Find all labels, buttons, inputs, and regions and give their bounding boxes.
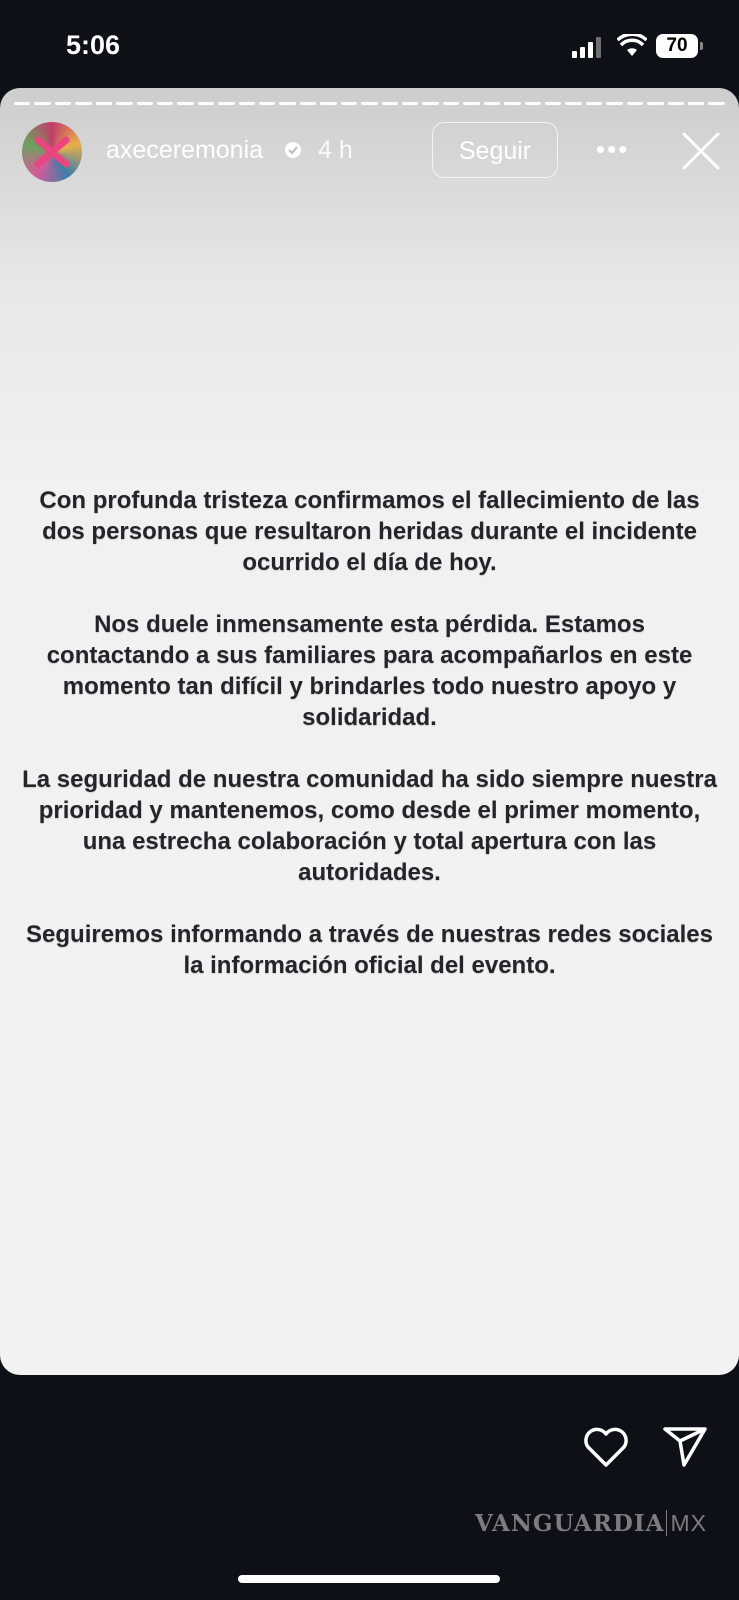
heart-icon[interactable] <box>583 1426 629 1468</box>
wifi-icon <box>617 34 647 58</box>
verified-badge-icon <box>284 141 302 159</box>
progress-segment <box>320 102 336 105</box>
progress-segment <box>198 102 214 105</box>
progress-segment <box>565 102 581 105</box>
progress-segment <box>218 102 234 105</box>
story-progress-bar <box>14 102 725 105</box>
progress-segment <box>34 102 50 105</box>
follow-button[interactable]: Seguir <box>432 122 558 178</box>
progress-segment <box>75 102 91 105</box>
progress-segment <box>116 102 132 105</box>
status-bar <box>0 0 739 88</box>
clock: 5:06 <box>66 30 121 60</box>
progress-segment <box>300 102 316 105</box>
avatar[interactable] <box>22 122 82 182</box>
story-header <box>22 122 739 182</box>
progress-segment <box>422 102 438 105</box>
progress-segment <box>55 102 71 105</box>
close-icon[interactable] <box>682 132 720 170</box>
battery-indicator: 70 <box>656 34 698 58</box>
progress-segment <box>239 102 255 105</box>
progress-segment <box>341 102 357 105</box>
progress-segment <box>586 102 602 105</box>
progress-segment <box>606 102 622 105</box>
username-link[interactable]: axeceremonia <box>106 136 264 164</box>
story-message <box>20 485 719 1012</box>
home-indicator[interactable] <box>238 1575 500 1583</box>
paragraph: La seguridad de nuestra comunidad ha sido siempre nuestra prioridad y mantenemos, como desde el primer momento, una estrecha colaboración y total apertura con las autoridades. <box>22 766 717 886</box>
watermark: VANGUARDIA MX <box>475 1510 707 1537</box>
more-options-button[interactable]: ••• <box>596 134 630 164</box>
progress-segment <box>157 102 173 105</box>
progress-segment <box>463 102 479 105</box>
post-time: 4 h <box>318 136 353 164</box>
story-card[interactable] <box>0 88 739 1375</box>
progress-segment <box>14 102 30 105</box>
progress-segment <box>647 102 663 105</box>
progress-segment <box>484 102 500 105</box>
progress-segment <box>688 102 704 105</box>
progress-segment <box>545 102 561 105</box>
paragraph: Nos duele inmensamente esta pérdida. Estamos contactando a sus familiares para acompañarlos en este momento tan difícil y brindarles todo nuestro apoyo y solidaridad. <box>46 611 693 731</box>
progress-segment <box>627 102 643 105</box>
progress-segment <box>708 102 724 105</box>
progress-segment <box>96 102 112 105</box>
progress-segment <box>668 102 684 105</box>
progress-segment <box>361 102 377 105</box>
progress-segment <box>504 102 520 105</box>
progress-segment <box>259 102 275 105</box>
progress-segment <box>443 102 459 105</box>
progress-segment <box>177 102 193 105</box>
signal-icon <box>572 36 601 58</box>
send-icon[interactable] <box>663 1426 707 1468</box>
progress-segment <box>402 102 418 105</box>
progress-segment <box>525 102 541 105</box>
progress-segment <box>382 102 398 105</box>
paragraph: Con profunda tristeza confirmamos el fallecimiento de las dos personas que resultaron heridas durante el incidente ocurrido el día de hoy. <box>39 487 700 576</box>
paragraph: Seguiremos informando a través de nuestras redes sociales la información oficial del evento. <box>26 921 713 979</box>
progress-segment <box>137 102 153 105</box>
progress-segment <box>279 102 295 105</box>
